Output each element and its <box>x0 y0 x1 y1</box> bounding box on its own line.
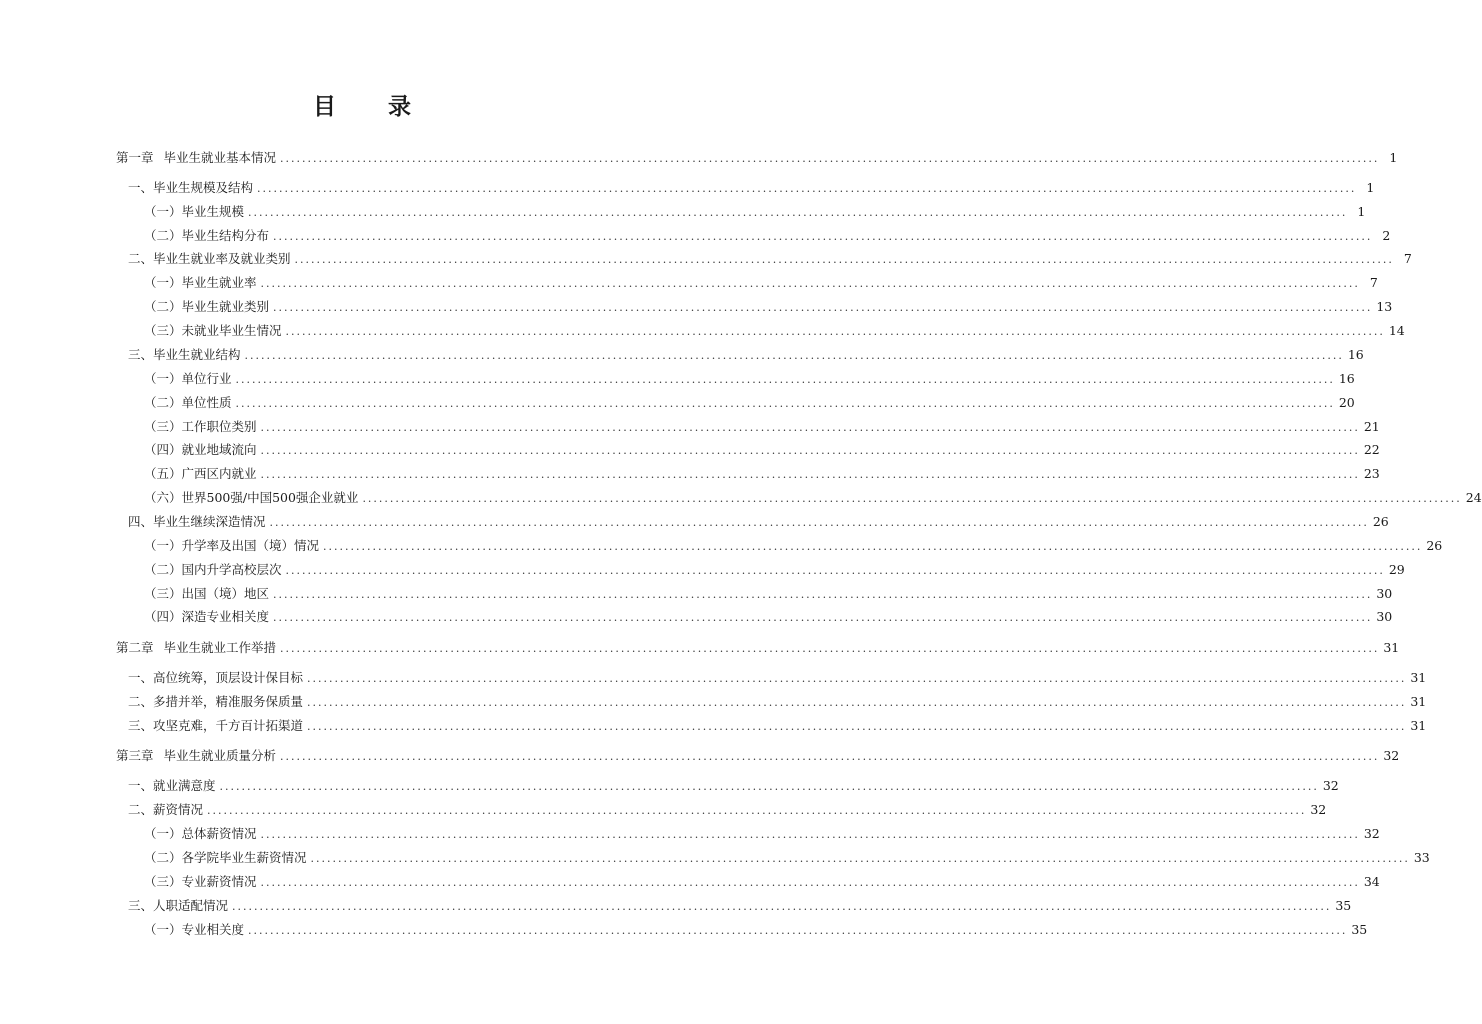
toc-entry-label <box>128 670 303 686</box>
toc-entry[interactable] <box>144 922 1368 938</box>
toc-entry-text: （二）国内升学高校层次 <box>144 562 282 577</box>
toc-page-number: 1 <box>1389 150 1398 165</box>
toc-entry[interactable] <box>144 275 1378 291</box>
toc-leader-dots: ........................................................................................................................................................................................................ <box>280 750 1380 763</box>
toc-entry[interactable] <box>144 490 1482 506</box>
page-title: 目 录 <box>312 93 433 120</box>
toc-leader-dots: ........................................................................................................................................................................................................ <box>307 720 1407 733</box>
toc-entry-label <box>144 609 269 625</box>
toc-entry-label <box>144 538 319 554</box>
toc-entry-label <box>144 826 257 842</box>
toc-leader-dots: ........................................................................................................................................................................................................ <box>260 828 1360 841</box>
toc-leader-dots: ........................................................................................................................................................................................................ <box>260 277 1360 290</box>
toc-leader-dots: ........................................................................................................................................................................................................ <box>257 182 1357 195</box>
toc-entry-text: 毕业生就业基本情况 <box>163 150 277 165</box>
toc-page-number: 16 <box>1347 347 1364 362</box>
toc-leader-dots: ........................................................................................................................................................................................................ <box>219 780 1319 793</box>
toc-entry[interactable] <box>128 251 1412 267</box>
toc-leader-dots: ........................................................................................................................................................................................................ <box>273 611 1373 624</box>
toc-entry-label <box>144 204 244 220</box>
toc-entry[interactable] <box>144 442 1380 458</box>
toc-page-number: 31 <box>1410 718 1427 733</box>
toc-entry[interactable] <box>144 850 1430 866</box>
toc-entry-text: （二）各学院毕业生薪资情况 <box>144 850 307 865</box>
toc-leader-dots: ........................................................................................................................................................................................................ <box>260 468 1360 481</box>
toc-page-number: 26 <box>1426 538 1443 553</box>
toc-leader-dots: ........................................................................................................................................................................................................ <box>285 325 1385 338</box>
toc-leader-dots: ........................................................................................................................................................................................................ <box>260 444 1360 457</box>
toc-entry-text: （三）专业薪资情况 <box>144 874 257 889</box>
toc-page-number: 1 <box>1357 204 1366 219</box>
toc-entry-label <box>144 922 244 938</box>
toc-leader-dots: ........................................................................................................................................................................................................ <box>260 421 1360 434</box>
toc-entry[interactable] <box>144 562 1405 578</box>
toc-chapter-number: 第一章 <box>116 150 154 165</box>
toc-chapter-number: 第二章 <box>116 640 154 655</box>
toc-leader-dots: ........................................................................................................................................................................................................ <box>310 852 1410 865</box>
toc-entry-text: 三、毕业生就业结构 <box>128 347 241 362</box>
toc-entry[interactable] <box>128 802 1327 818</box>
toc-page-number: 32 <box>1383 748 1400 763</box>
toc-page-number: 32 <box>1310 802 1327 817</box>
toc-entry[interactable] <box>144 299 1393 315</box>
toc-entry-text: （一）毕业生规模 <box>144 204 245 219</box>
toc-page-number: 23 <box>1363 466 1380 481</box>
toc-page-number: 35 <box>1335 898 1352 913</box>
toc-leader-dots: ........................................................................................................................................................................................................ <box>285 564 1385 577</box>
toc-entry-label <box>144 442 257 458</box>
toc-entry-text: （一）总体薪资情况 <box>144 826 257 841</box>
toc-entry-text: （二）毕业生就业类别 <box>144 299 270 314</box>
toc-entry[interactable] <box>144 228 1391 244</box>
toc-entry-text: （二）毕业生结构分布 <box>144 228 270 243</box>
toc-page-number: 14 <box>1388 323 1405 338</box>
toc-entry[interactable] <box>144 538 1443 554</box>
toc-entry-label <box>144 490 358 506</box>
toc-leader-dots: ........................................................................................................................................................................................................ <box>273 230 1373 243</box>
toc-entry-text: （三）工作职位类别 <box>144 419 257 434</box>
toc-page-number: 33 <box>1413 850 1430 865</box>
toc-entry-text: 二、多措并举，精准服务保质量 <box>128 694 304 709</box>
toc-entry[interactable] <box>128 514 1389 530</box>
toc-entry-label <box>128 180 253 196</box>
toc-leader-dots: ........................................................................................................................................................................................................ <box>269 516 1369 529</box>
toc-entry-label <box>128 802 203 818</box>
toc-entry[interactable] <box>116 150 1398 166</box>
toc-entry-label <box>144 466 257 482</box>
toc-leader-dots: ........................................................................................................................................................................................................ <box>280 152 1380 165</box>
toc-entry-label <box>128 694 303 710</box>
toc-chapter-number: 第三章 <box>116 748 154 763</box>
toc-entry-label <box>128 718 303 734</box>
toc-leader-dots: ........................................................................................................................................................................................................ <box>294 253 1394 266</box>
toc-entry-label <box>144 395 232 411</box>
toc-entry[interactable] <box>128 718 1427 734</box>
toc-page-number: 31 <box>1383 640 1400 655</box>
toc-entry-label <box>144 228 269 244</box>
toc-entry-text: （六）世界500强/中国500强企业就业 <box>144 490 359 505</box>
toc-entry-text: 一、就业满意度 <box>128 778 216 793</box>
toc-entry-label <box>144 874 257 890</box>
toc-page-number: 21 <box>1363 419 1380 434</box>
toc-entry-label <box>116 748 276 764</box>
toc-entry-text: 毕业生就业工作举措 <box>163 640 277 655</box>
toc-entry-label <box>116 640 276 656</box>
toc-page-number: 24 <box>1465 490 1482 505</box>
toc-entry[interactable] <box>128 180 1375 196</box>
toc-entry-text: （一）专业相关度 <box>144 922 245 937</box>
toc-entry[interactable] <box>144 419 1380 435</box>
toc-page-number: 32 <box>1363 826 1380 841</box>
toc-entry[interactable] <box>128 694 1427 710</box>
toc-entry-text: 毕业生就业质量分析 <box>163 748 277 763</box>
toc-entry-text: （四）深造专业相关度 <box>144 609 270 624</box>
toc-page-number: 29 <box>1388 562 1405 577</box>
toc-leader-dots: ........................................................................................................................................................................................................ <box>307 696 1407 709</box>
toc-leader-dots: ........................................................................................................................................................................................................ <box>232 900 1332 913</box>
toc-entry[interactable] <box>144 586 1393 602</box>
toc-page-number: 35 <box>1351 922 1368 937</box>
toc-leader-dots: ........................................................................................................................................................................................................ <box>280 642 1380 655</box>
toc-entry-text: （一）毕业生就业率 <box>144 275 257 290</box>
toc-leader-dots: ........................................................................................................................................................................................................ <box>273 588 1373 601</box>
toc-page-number: 30 <box>1376 586 1393 601</box>
toc-entry-text: （二）单位性质 <box>144 395 232 410</box>
toc-entry-label <box>116 150 276 166</box>
toc-leader-dots: ........................................................................................................................................................................................................ <box>248 924 1348 937</box>
toc-entry-label <box>144 371 232 387</box>
toc-page-number: 13 <box>1376 299 1393 314</box>
toc-entry-label <box>128 514 266 530</box>
toc-entry-text: （三）出国（境）地区 <box>144 586 270 601</box>
toc-entry[interactable] <box>116 640 1400 656</box>
toc-page-number: 31 <box>1410 694 1427 709</box>
toc-entry[interactable] <box>116 748 1400 764</box>
toc-entry[interactable] <box>144 395 1355 411</box>
toc-entry-text: 三、攻坚克难，千方百计拓渠道 <box>128 718 304 733</box>
toc-entry[interactable] <box>144 204 1366 220</box>
toc-entry-text: 一、高位统筹，顶层设计保目标 <box>128 670 304 685</box>
toc-entry-label <box>128 778 216 794</box>
toc-leader-dots: ........................................................................................................................................................................................................ <box>362 492 1462 505</box>
toc-entry-label <box>128 347 241 363</box>
toc-entry[interactable] <box>144 371 1355 387</box>
toc-entry-text: 三、人职适配情况 <box>128 898 229 913</box>
toc-page-number: 16 <box>1338 371 1355 386</box>
toc-leader-dots: ........................................................................................................................................................................................................ <box>235 373 1335 386</box>
toc-leader-dots: ........................................................................................................................................................................................................ <box>207 804 1307 817</box>
toc-entry-label <box>128 898 228 914</box>
toc-page-number: 1 <box>1366 180 1375 195</box>
toc-leader-dots: ........................................................................................................................................................................................................ <box>244 349 1344 362</box>
toc-entry[interactable] <box>128 347 1364 363</box>
toc-page-number: 30 <box>1376 609 1393 624</box>
toc-entry[interactable] <box>144 323 1405 339</box>
toc-leader-dots: ........................................................................................................................................................................................................ <box>235 397 1335 410</box>
toc-page-number: 22 <box>1363 442 1380 457</box>
toc-entry[interactable] <box>128 670 1427 686</box>
toc-leader-dots: ........................................................................................................................................................................................................ <box>273 301 1373 314</box>
toc-leader-dots: ........................................................................................................................................................................................................ <box>307 672 1407 685</box>
toc-entry-text: （一）升学率及出国（境）情况 <box>144 538 320 553</box>
toc-entry-label <box>144 275 257 291</box>
toc-entry-text: 二、薪资情况 <box>128 802 204 817</box>
toc-page-number: 7 <box>1369 275 1378 290</box>
toc-entry-text: （四）就业地域流向 <box>144 442 257 457</box>
toc-entry-label <box>144 850 307 866</box>
toc-leader-dots: ........................................................................................................................................................................................................ <box>248 206 1348 219</box>
toc-page-number: 2 <box>1382 228 1391 243</box>
toc-entry-text: 四、毕业生继续深造情况 <box>128 514 266 529</box>
toc-leader-dots: ........................................................................................................................................................................................................ <box>260 876 1360 889</box>
toc-entry-label <box>144 323 282 339</box>
toc-entry[interactable] <box>144 874 1380 890</box>
toc-entry-text: 二、毕业生就业率及就业类别 <box>128 251 291 266</box>
toc-entry-text: （五）广西区内就业 <box>144 466 257 481</box>
toc-entry-label <box>144 586 269 602</box>
toc-page-number: 26 <box>1372 514 1389 529</box>
toc-page-number: 31 <box>1410 670 1427 685</box>
toc-entry-text: （三）未就业毕业生情况 <box>144 323 282 338</box>
toc-entry-label <box>144 299 269 315</box>
toc-entry-text: （一）单位行业 <box>144 371 232 386</box>
toc-entry-text: 一、毕业生规模及结构 <box>128 180 254 195</box>
toc-page-number: 32 <box>1322 778 1339 793</box>
toc-entry[interactable] <box>144 466 1380 482</box>
toc-entry-label <box>144 419 257 435</box>
toc-entry[interactable] <box>144 826 1380 842</box>
toc-page-number: 20 <box>1338 395 1355 410</box>
toc-entry[interactable] <box>144 609 1393 625</box>
toc-entry[interactable] <box>128 778 1339 794</box>
toc-page-number: 7 <box>1403 251 1412 266</box>
toc-page-number: 34 <box>1363 874 1380 889</box>
toc-entry-label <box>128 251 291 267</box>
toc-entry[interactable] <box>128 898 1352 914</box>
toc-entry-label <box>144 562 282 578</box>
toc-leader-dots: ........................................................................................................................................................................................................ <box>323 540 1423 553</box>
